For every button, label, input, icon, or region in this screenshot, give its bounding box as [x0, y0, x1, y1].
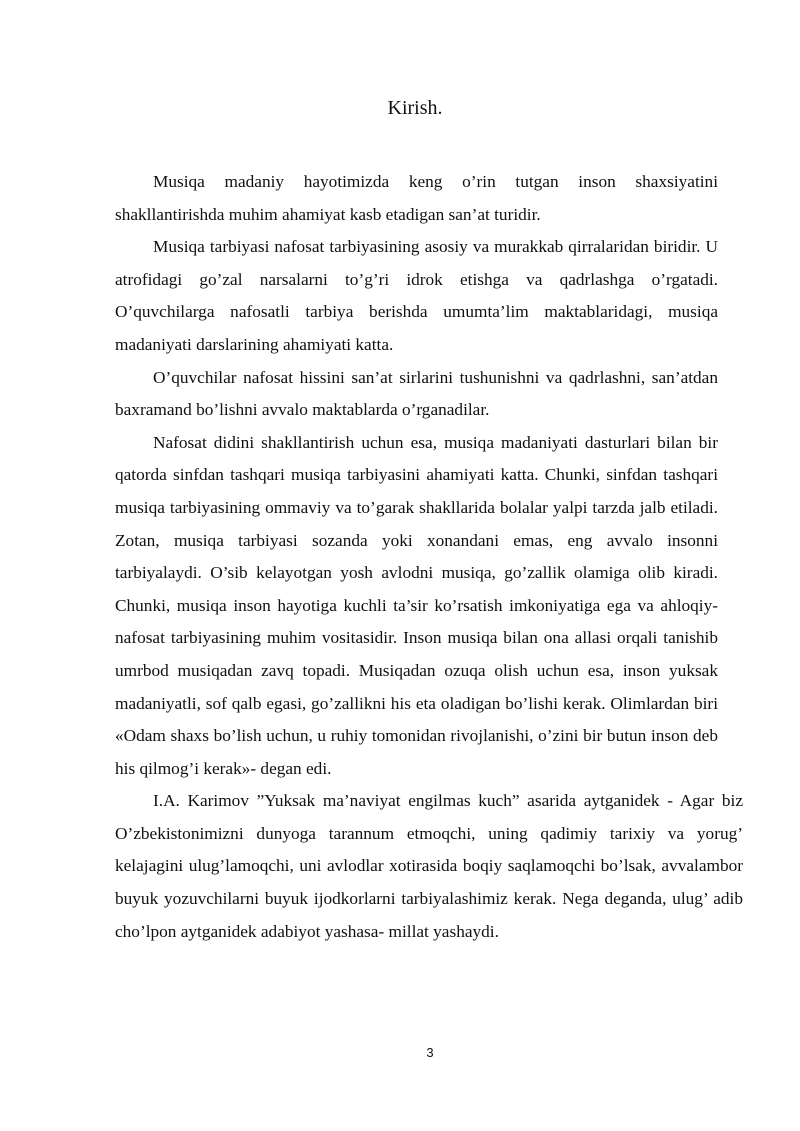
paragraph-1: Musiqa madaniy hayotimizda keng o’rin tutgan inson shaxsiyatini shakllantirishda muhim ahamiyat kasb etadigan san’at turidir. [115, 172, 718, 224]
page-number: 3 [426, 1045, 434, 1060]
document-title: Kirish. [387, 97, 443, 119]
paragraph-5: I.A. Karimov ”Yuksak ma’naviyat engilmas kuch” asarida aytganidek - Agar biz O’zbekistonimizni dunyoga tarannum etmoqchi, uning qadimiy tarixiy va yorug’ kelajagini ulug’lamoqchi, uni avlodlar xotirasida boqiy saqlamoqchi bo’lsak, avvalambor buyuk yozuvchilarni buyuk ijodkorlarni tarbiyalashimiz kerak. Nega deganda, ulug’ adib cho’lpon aytganidek adabiyot yashasa- millat yashaydi. [115, 791, 743, 941]
paragraph-4: Nafosat didini shakllantirish uchun esa, musiqa madaniyati dasturlari bilan bir qatorda sinfdan tashqari musiqa tarbiyasini ahamiyati katta. Chunki, sinfdan tashqari musiqa tarbiyasining ommaviy va to’garak shakllarida bolalar yalpi tarzda jalb etiladi. Zotan, musiqa tarbiyasi sozanda yoki xonandani emas, eng avvalo insonni tarbiyalaydi. O’sib kelayotgan yosh avlodni musiqa, go’zallik olamiga olib kiradi. Chunki, musiqa inson hayotiga kuchli ta’sir ko’rsatish imkoniyatiga ega va ahloqiy-nafosat tarbiyasining muhim vositasidir. Inson musiqa bilan ona allasi orqali tanishib umrbod musiqadan zavq topadi. Musiqadan ozuqa olish uchun esa, inson yuksak madaniyatli, sof qalb egasi, go’zallikni his eta oladigan bo’lishi kerak. Olimlardan biri «Odam shaxs bo’lish uchun, u ruhiy tomonidan rivojlanishi, o’zini bir butun inson deb his qilmog’i kerak»- degan edi. [115, 432, 718, 778]
paragraph-2: Musiqa tarbiyasi nafosat tarbiyasining asosiy va murakkab qirralaridan biridir. U atrofidagi go’zal narsalarni to’g’ri idrok etishga va qadrlashga o’rgatadi. O’quvchilarga nafosatli tarbiya berishda umumta’lim maktablaridagi, musiqa madaniyati darslarining ahamiyati katta. [115, 237, 718, 354]
paragraph-3: O’quvchilar nafosat hissini san’at sirlarini tushunishni va qadrlashni, san’atdan baxramand bo’lishni avvalo maktablarda o’rganadilar. [115, 367, 718, 420]
document-body [115, 166, 743, 948]
